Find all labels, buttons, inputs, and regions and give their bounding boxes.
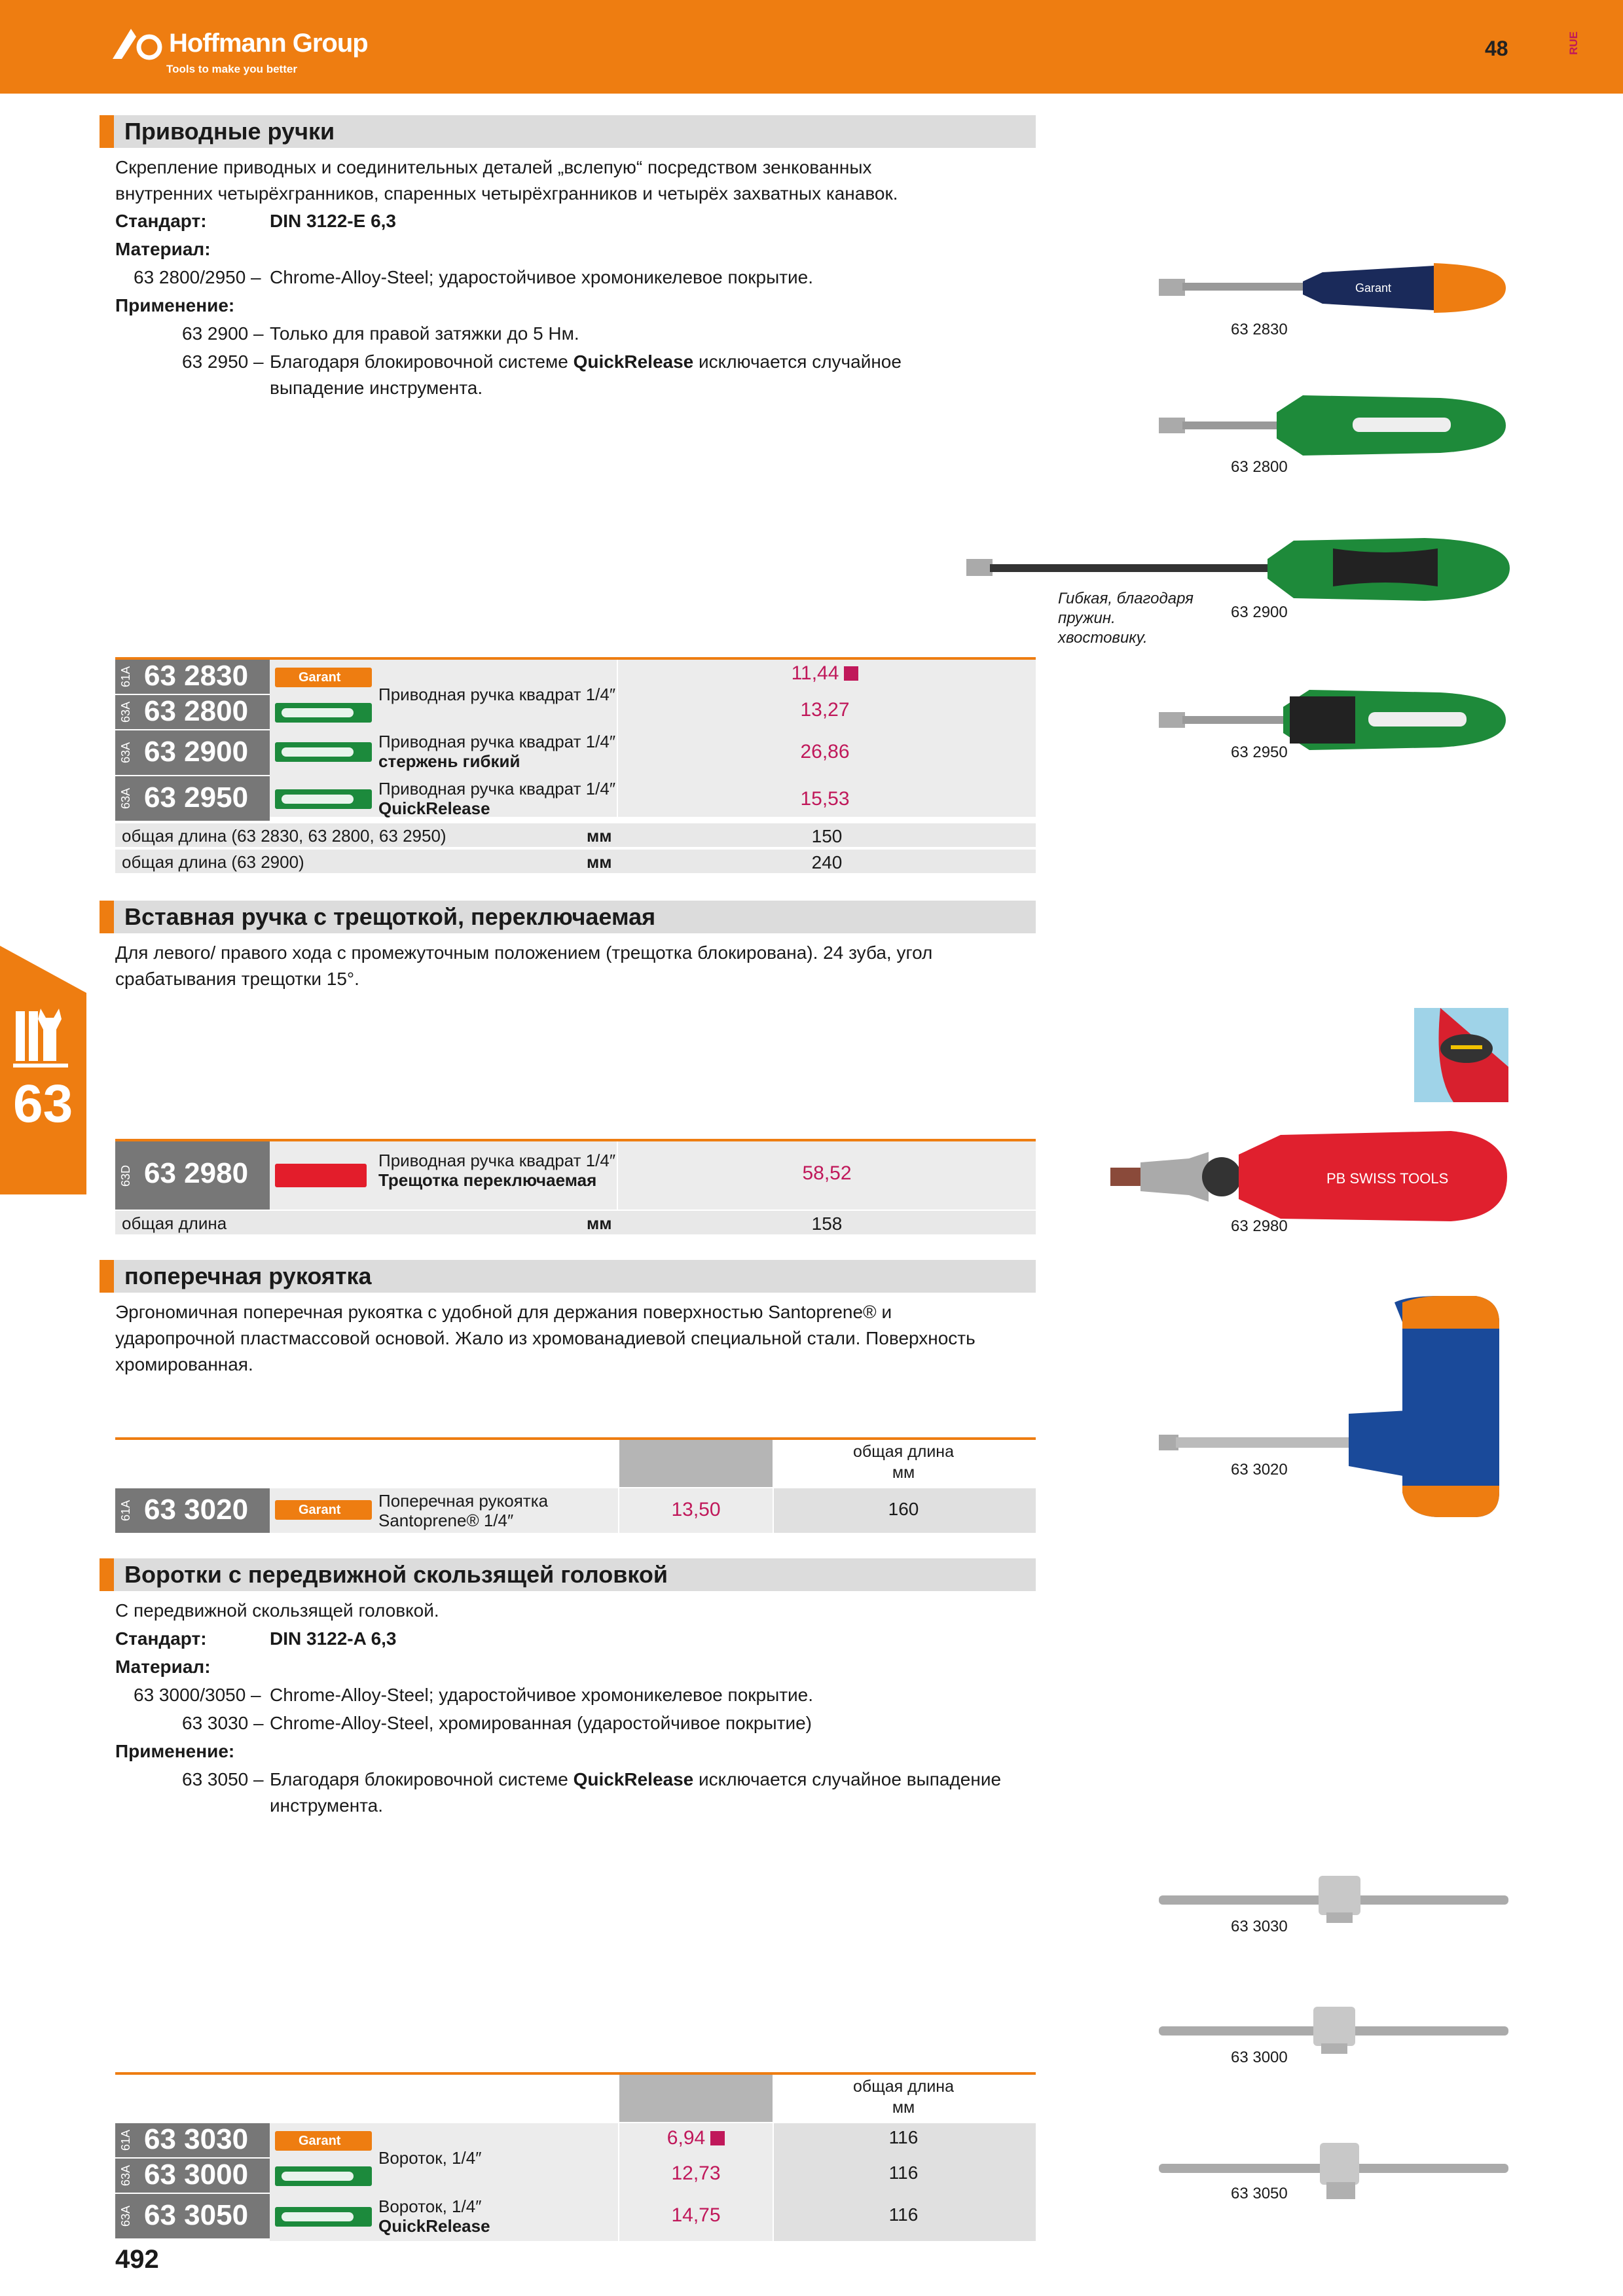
product-image-63-3030: [1159, 1872, 1512, 1924]
intro-line: срабатывания трещотки 15°.: [115, 969, 359, 989]
garant-logo: Garant: [275, 1500, 372, 1520]
item-description: [378, 2197, 490, 2236]
application-label: Применение:: [115, 1741, 235, 1761]
section-intro: С передвижной скользящей головкой.: [115, 1600, 439, 1621]
application-value: [270, 349, 902, 401]
flex-note: [1058, 589, 1194, 648]
hoffmann-logo-icon: [113, 27, 165, 60]
note-line: хвостовику.: [1058, 629, 1148, 647]
item-price: 13,50: [671, 1499, 721, 1520]
hoffmann-logo: [113, 24, 388, 82]
length-unit: мм: [587, 1213, 612, 1233]
application-code: 63 2950 –: [182, 351, 264, 372]
article-code: 63 3000: [144, 2159, 249, 2191]
product-image-63-3000: [1159, 2003, 1512, 2055]
section-intro: [115, 1299, 976, 1378]
garant-logo: Garant: [275, 2131, 372, 2151]
item-price: [630, 2127, 761, 2149]
table-top-rule: [115, 1437, 1036, 1440]
row-side-code: 61A: [119, 666, 132, 688]
section-header-drive-handles: [100, 115, 1036, 148]
desc-line-bold: стержень гибкий: [378, 751, 520, 771]
item-price: 13,27: [800, 699, 850, 721]
section-intro: [115, 940, 932, 992]
application-code: 63 3050 –: [182, 1769, 264, 1789]
section-header-ratchet-handle: [100, 901, 1036, 933]
material-value: Chrome-Alloy-Steel; ударостойчивое хромоникелевое покрытие.: [270, 267, 814, 287]
desc-line: Вороток, 1/4″: [378, 2197, 482, 2216]
table-row: [115, 776, 270, 821]
row-side-code: 63A: [119, 742, 132, 764]
section-accent: [100, 115, 114, 148]
item-description: Вороток, 1/4″: [378, 2148, 482, 2168]
desc-line: Приводная ручка квадрат 1/4″: [378, 779, 616, 798]
header-line: общая длина: [852, 1443, 955, 1461]
desc-line-bold: Трещотка переключаемая: [378, 1170, 597, 1190]
length-value: 158: [811, 1213, 843, 1234]
text-run: исключается случайное: [693, 351, 902, 372]
table-row: [115, 695, 270, 729]
svg-text:PB SWISS TOOLS: PB SWISS TOOLS: [1326, 1170, 1449, 1187]
page-number-top: 48: [1485, 37, 1508, 60]
row-side-code: 63A: [119, 2165, 132, 2187]
item-description: [378, 779, 615, 818]
application-value: Только для правой затяжки до 5 Нм.: [270, 323, 579, 344]
section-accent: [100, 901, 114, 933]
stahlwille-logo: [275, 789, 372, 809]
product-image-63-2950: [1159, 681, 1512, 759]
row-side-code: 61A: [119, 1500, 132, 1522]
page-number-bottom: 492: [115, 2245, 159, 2274]
product-image-63-2830: [1159, 249, 1512, 327]
application-value: [270, 1767, 1001, 1819]
corner-code: RUE: [1567, 31, 1580, 55]
intro-line: ударопрочной пластмассовой основой. Жало из хромованадиевой специальной стали. Поверхность: [115, 1328, 976, 1348]
article-code: 63 2800: [144, 695, 249, 727]
length-value: 150: [811, 826, 843, 846]
table-row: [115, 660, 270, 694]
section-header-t-handle: [100, 1260, 1036, 1293]
desc-line: Santoprene® 1/4″: [378, 1511, 514, 1530]
item-description: [378, 1491, 548, 1530]
price-value: 11,44: [791, 662, 839, 684]
desc-line-bold: QuickRelease: [378, 2216, 490, 2236]
image-caption: 63 3030: [1231, 1918, 1288, 1935]
image-caption: 63 3020: [1231, 1461, 1288, 1479]
length-row: [115, 1211, 1036, 1234]
material-value: Chrome-Alloy-Steel; ударостойчивое хромоникелевое покрытие.: [270, 1685, 814, 1705]
intro-line: внутренних четырёхгранников, спаренных четырёхгранников и четырёх захватных канавок.: [115, 183, 898, 204]
material-value: Chrome-Alloy-Steel, хромированная (ударостойчивое покрытие): [270, 1713, 812, 1733]
product-image-63-2980: [1110, 1126, 1510, 1224]
article-code: 63 3050: [144, 2199, 249, 2231]
text-run-bold: QuickRelease: [573, 351, 694, 372]
application-label: Применение:: [115, 295, 235, 315]
stahlwille-logo: [275, 742, 372, 762]
item-price: 14,75: [671, 2204, 721, 2226]
text-run: Благодаря блокировочной системе: [270, 1769, 574, 1789]
item-price: 58,52: [802, 1162, 852, 1184]
ratchet-detail-image: [1414, 1008, 1508, 1102]
row-side-code: 63A: [119, 2206, 132, 2227]
product-image-63-2900: [966, 530, 1516, 615]
material-label: Материал:: [115, 1657, 211, 1677]
image-caption: 63 3000: [1231, 2049, 1288, 2066]
length-label: общая длина: [122, 1213, 227, 1233]
application-code: 63 2900 –: [182, 323, 264, 344]
article-code: 63 2980: [144, 1157, 249, 1189]
item-price: [759, 662, 890, 685]
price-value: 6,94: [666, 2127, 706, 2149]
section-title: поперечная рукоятка: [124, 1263, 372, 1289]
product-image-63-2800: [1159, 386, 1512, 465]
image-caption: 63 2900: [1231, 603, 1288, 621]
section-intro: [115, 154, 898, 207]
table-row: [115, 2123, 270, 2157]
brand-name: Hoffmann Group: [169, 29, 368, 58]
image-caption: 63 2950: [1231, 744, 1288, 761]
section-header-sliding-t-bars: [100, 1558, 1036, 1591]
image-caption: 63 3050: [1231, 2185, 1288, 2202]
article-code: 63 2830: [144, 660, 249, 692]
section-title: Вставная ручка с трещоткой, переключаемая: [124, 903, 656, 930]
item-description: [378, 732, 615, 771]
product-image-63-3020: [1159, 1296, 1512, 1518]
pb-swiss-tools-logo: [275, 1164, 367, 1187]
header-line: общая длина: [852, 2077, 955, 2096]
row-side-code: 61A: [119, 2130, 132, 2151]
section-accent: [100, 1558, 114, 1591]
standard-value: DIN 3122-E 6,3: [270, 211, 396, 231]
text-run: инструмента.: [270, 1795, 384, 1816]
desc-line: Поперечная рукоятка: [378, 1491, 549, 1511]
image-caption: 63 2980: [1231, 1217, 1288, 1235]
material-code: 63 3030 –: [182, 1713, 264, 1733]
net-price-marker: [710, 2131, 725, 2145]
image-caption: 63 2830: [1231, 321, 1288, 338]
article-code: 63 2950: [144, 781, 249, 814]
desc-line: Приводная ручка квадрат 1/4″: [378, 732, 616, 751]
table-row: [115, 730, 270, 775]
length-value: 116: [888, 2127, 919, 2147]
stahlwille-logo: [275, 2207, 372, 2227]
header-line: мм: [892, 2098, 915, 2117]
intro-line: Для левого/ правого хода с промежуточным положением (трещотка блокирована). 24 зуба, угол: [115, 942, 933, 963]
column-header: [838, 1441, 969, 1483]
article-code: 63 2900: [144, 736, 249, 768]
column-header: [838, 2076, 969, 2118]
material-label: Материал:: [115, 239, 211, 259]
table-row: [115, 1141, 270, 1210]
text-run: Благодаря блокировочной системе: [270, 351, 574, 372]
section-title: Воротки с передвижной скользящей головкой: [124, 1561, 668, 1588]
row-side-code: 63A: [119, 702, 132, 723]
svg-text:Garant: Garant: [1355, 281, 1392, 295]
material-code: 63 2800/2950 –: [134, 267, 261, 287]
standard-value: DIN 3122-A 6,3: [270, 1628, 397, 1649]
net-price-marker: [844, 666, 858, 681]
stahlwille-logo: [275, 703, 372, 723]
product-image-63-3050: [1159, 2140, 1512, 2206]
standard-label: Стандарт:: [115, 211, 207, 231]
table-row: [115, 2194, 270, 2238]
item-description: Приводная ручка квадрат 1/4″: [378, 685, 616, 704]
brand-tagline: Tools to make you better: [166, 63, 297, 75]
chapter-number: 63: [13, 1074, 73, 1134]
intro-line: Скрепление приводных и соединительных деталей „вслепую“ посредством зенкованных: [115, 157, 872, 177]
length-label: общая длина (63 2900): [122, 852, 304, 872]
length-value: 240: [811, 852, 843, 872]
section-title: Приводные ручки: [124, 118, 335, 145]
price-header-cell: [619, 1440, 773, 1487]
table-row: [115, 2159, 270, 2193]
section-accent: [100, 1260, 114, 1293]
article-code: 63 3020: [144, 1494, 249, 1526]
article-code: 63 3030: [144, 2123, 249, 2155]
item-description: [378, 1151, 615, 1190]
length-unit: мм: [587, 826, 612, 846]
material-code: 63 3000/3050 –: [134, 1685, 261, 1705]
garant-logo: Garant: [275, 668, 372, 687]
chapter-tab: [0, 946, 86, 1194]
stahlwille-logo: [275, 2166, 372, 2186]
text-run: исключается случайное выпадение: [693, 1769, 1002, 1789]
length-value: 116: [888, 2162, 919, 2183]
desc-line-bold: QuickRelease: [378, 798, 490, 818]
table-row: [115, 1488, 270, 1533]
length-label: общая длина (63 2830, 63 2800, 63 2950): [122, 826, 447, 846]
text-run-bold: QuickRelease: [573, 1769, 694, 1789]
standard-label: Стандарт:: [115, 1628, 207, 1649]
length-value: 160: [888, 1499, 919, 1519]
row-side-code: 63D: [119, 1165, 132, 1187]
item-price: 12,73: [671, 2162, 721, 2184]
item-price: 15,53: [800, 788, 850, 810]
desc-line: Приводная ручка квадрат 1/4″: [378, 1151, 616, 1170]
price-header-cell: [619, 2075, 773, 2122]
note-line: Гибкая, благодаря: [1058, 590, 1194, 607]
item-price: 26,86: [800, 741, 850, 762]
text-run: выпадение инструмента.: [270, 378, 483, 398]
image-caption: 63 2800: [1231, 458, 1288, 476]
table-top-rule: [115, 2072, 1036, 2075]
intro-line: хромированная.: [115, 1354, 253, 1374]
row-side-code: 63A: [119, 788, 132, 810]
length-value: 116: [888, 2204, 919, 2225]
header-line: мм: [892, 1463, 915, 1482]
length-unit: мм: [587, 852, 612, 872]
note-line: пружин.: [1058, 609, 1116, 627]
intro-line: Эргономичная поперечная рукоятка с удобной для держания поверхностью Santoprene® и: [115, 1302, 892, 1322]
